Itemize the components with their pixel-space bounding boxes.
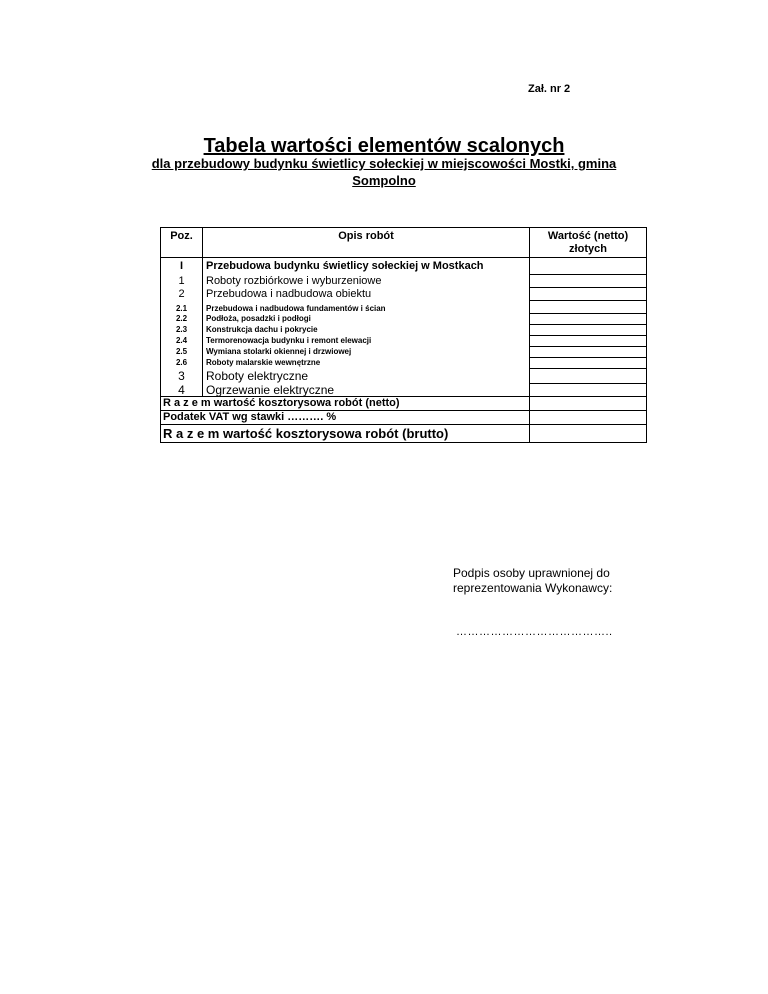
row-description: Podłoża, posadzki i podłogi bbox=[203, 314, 530, 325]
table-row bbox=[161, 336, 647, 347]
table-row bbox=[161, 301, 647, 314]
row-description: Konstrukcja dachu i pokrycie bbox=[203, 325, 530, 336]
row-poz: 4 bbox=[161, 384, 203, 397]
row-description: Termorenowacja budynku i remont elewacji bbox=[203, 336, 530, 347]
row-description: Ogrzewanie elektryczne bbox=[203, 384, 530, 397]
header-poz: Poz. bbox=[161, 228, 203, 258]
row-description: Roboty malarskie wewnętrzne bbox=[203, 358, 530, 369]
sum-gross-label: R a z e m wartość kosztorysowa robót (brutto) bbox=[161, 425, 530, 443]
row-value bbox=[530, 258, 647, 275]
signature-line: ………………………………….. bbox=[456, 626, 613, 638]
table-row bbox=[161, 314, 647, 325]
row-value bbox=[530, 275, 647, 288]
row-poz: 2.2 bbox=[161, 314, 203, 325]
sum-gross-value bbox=[530, 425, 647, 443]
row-description: Wymiana stolarki okiennej i drzwiowej bbox=[203, 347, 530, 358]
vat-value bbox=[530, 411, 647, 425]
row-value bbox=[530, 301, 647, 314]
row-value bbox=[530, 347, 647, 358]
table-row bbox=[161, 384, 647, 397]
table-row bbox=[161, 275, 647, 288]
row-value bbox=[530, 314, 647, 325]
row-description: Roboty rozbiórkowe i wyburzeniowe bbox=[203, 275, 530, 288]
table-row bbox=[161, 358, 647, 369]
header-description: Opis robót bbox=[203, 228, 530, 258]
header-value: Wartość (netto) złotych bbox=[530, 228, 647, 258]
row-description: Roboty elektryczne bbox=[203, 369, 530, 384]
row-poz: 2.1 bbox=[161, 301, 203, 314]
table-row bbox=[161, 288, 647, 301]
row-value bbox=[530, 288, 647, 301]
document-title: Tabela wartości elementów scalonych bbox=[203, 135, 565, 157]
row-description: Przebudowa i nadbudowa obiektu bbox=[203, 288, 530, 301]
sum-gross-row bbox=[161, 425, 647, 443]
row-poz: I bbox=[161, 258, 203, 275]
cost-table bbox=[160, 227, 647, 443]
table-row bbox=[161, 258, 647, 275]
row-value bbox=[530, 336, 647, 347]
table-row bbox=[161, 347, 647, 358]
row-poz: 3 bbox=[161, 369, 203, 384]
row-value bbox=[530, 325, 647, 336]
row-poz: 2.5 bbox=[161, 347, 203, 358]
sum-net-label: R a z e m wartość kosztorysowa robót (netto) bbox=[161, 397, 530, 411]
vat-label: Podatek VAT wg stawki ………. % bbox=[161, 411, 530, 425]
table-row bbox=[161, 325, 647, 336]
table-header-row bbox=[161, 228, 647, 258]
row-poz: 2.6 bbox=[161, 358, 203, 369]
sum-net-row bbox=[161, 397, 647, 411]
row-poz: 2.4 bbox=[161, 336, 203, 347]
row-value bbox=[530, 358, 647, 369]
row-poz: 1 bbox=[161, 275, 203, 288]
table-row bbox=[161, 369, 647, 384]
signature-label: Podpis osoby uprawnionej do reprezentowania Wykonawcy: bbox=[453, 566, 613, 595]
document-subtitle: dla przebudowy budynku świetlicy sołeckiej w miejscowości Mostki, gmina Sompolno bbox=[151, 156, 617, 188]
row-description: Przebudowa i nadbudowa fundamentów i ścian bbox=[203, 301, 530, 314]
attachment-number: Zał. nr 2 bbox=[528, 83, 571, 95]
sum-net-value bbox=[530, 397, 647, 411]
row-poz: 2 bbox=[161, 288, 203, 301]
row-value bbox=[530, 369, 647, 384]
row-poz: 2.3 bbox=[161, 325, 203, 336]
row-description: Przebudowa budynku świetlicy sołeckiej w Mostkach bbox=[203, 258, 530, 275]
row-value bbox=[530, 384, 647, 397]
vat-row bbox=[161, 411, 647, 425]
